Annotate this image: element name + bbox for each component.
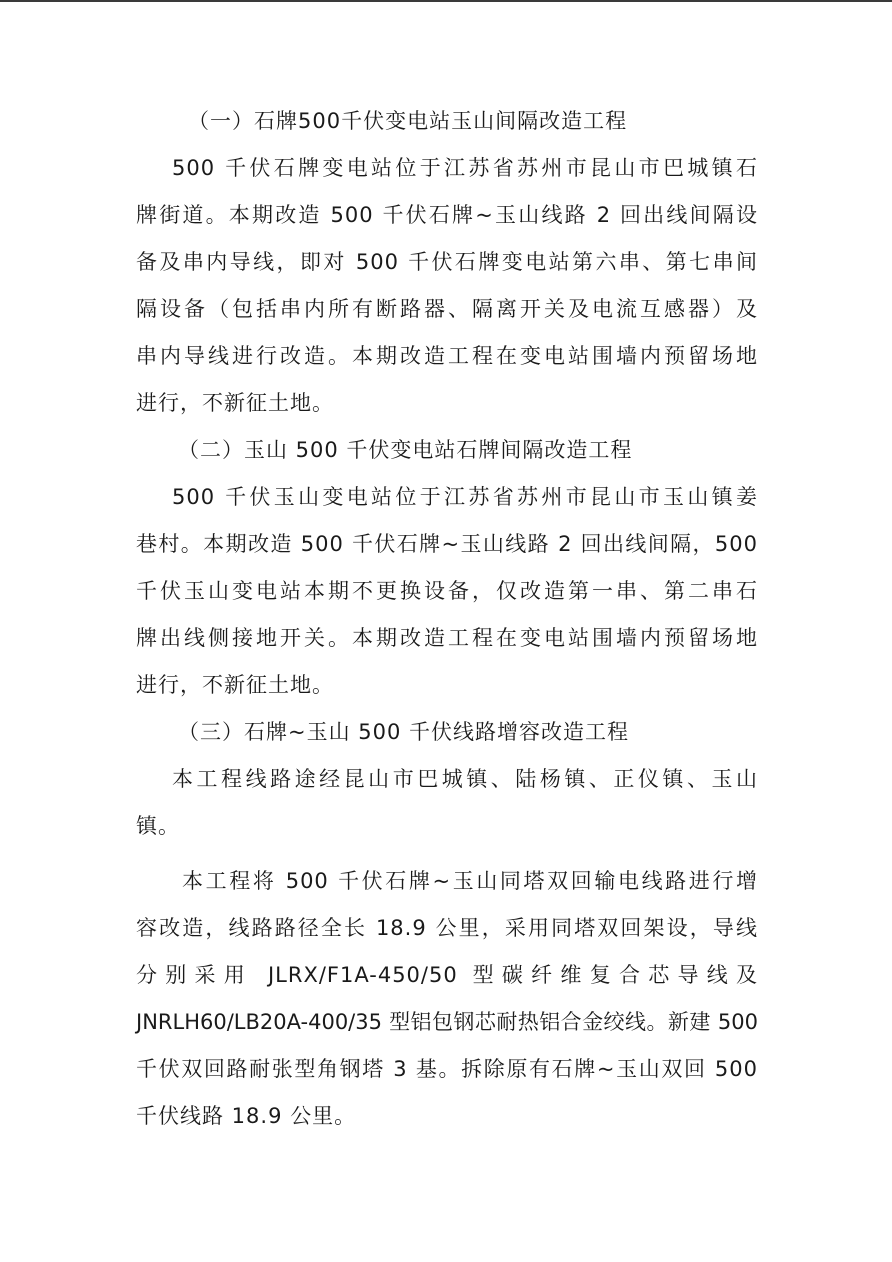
paragraph-line: 进行，不新征土地。 [136,391,334,415]
paragraph-line: 牌街道。本期改造 500 千伏石牌~玉山线路 2 回出线间隔设 [136,203,758,227]
paragraph-line: 分别采用 JLRX/F1A-450/50 型碳纤维复合芯导线及 [136,963,758,987]
paragraph-line: 巷村。本期改造 500 千伏石牌~玉山线路 2 回出线间隔，500 [136,532,758,556]
paragraph-line: 千伏玉山变电站本期不更换设备，仅改造第一串、第二串石 [136,579,758,603]
paragraph-line: 牌出线侧接地开关。本期改造工程在变电站围墙内预留场地 [136,626,758,650]
paragraph-line: 隔设备（包括串内所有断路器、隔离开关及电流互感器）及 [136,297,758,321]
paragraph-line: 串内导线进行改造。本期改造工程在变电站围墙内预留场地 [136,344,758,368]
section-heading-3: （三）石牌~玉山 500 千伏线路增容改造工程 [178,720,630,744]
paragraph-line: 镇。 [136,814,180,838]
paragraph-line: 进行，不新征土地。 [136,673,334,697]
section-heading-2: （二）玉山 500 千伏变电站石牌间隔改造工程 [178,438,633,462]
section-heading-1: （一）石牌500千伏变电站玉山间隔改造工程 [188,109,628,133]
paragraph-line: 千伏双回路耐张型角钢塔 3 基。拆除原有石牌~玉山双回 500 [136,1057,758,1081]
document-page [136,98,758,1140]
paragraph-line: 备及串内导线，即对 500 千伏石牌变电站第六串、第七串间 [136,250,758,274]
paragraph-line: 千伏线路 18.9 公里。 [136,1104,357,1128]
paragraph-line: 本工程线路途经昆山市巴城镇、陆杨镇、正仪镇、玉山 [172,767,758,791]
paragraph-line: 本工程将 500 千伏石牌~玉山同塔双回输电线路进行增 [182,869,758,893]
paragraph-line: JNRLH60/LB20A-400/35 型铝包钢芯耐热铝合金绞线。新建 500 [136,1010,758,1034]
top-border-line [0,0,892,2]
paragraph-line: 500 千伏石牌变电站位于江苏省苏州市昆山市巴城镇石 [172,156,758,180]
paragraph-line: 500 千伏玉山变电站位于江苏省苏州市昆山市玉山镇姜 [172,485,758,509]
paragraph-line: 容改造，线路路径全长 18.9 公里，采用同塔双回架设，导线 [136,916,758,940]
